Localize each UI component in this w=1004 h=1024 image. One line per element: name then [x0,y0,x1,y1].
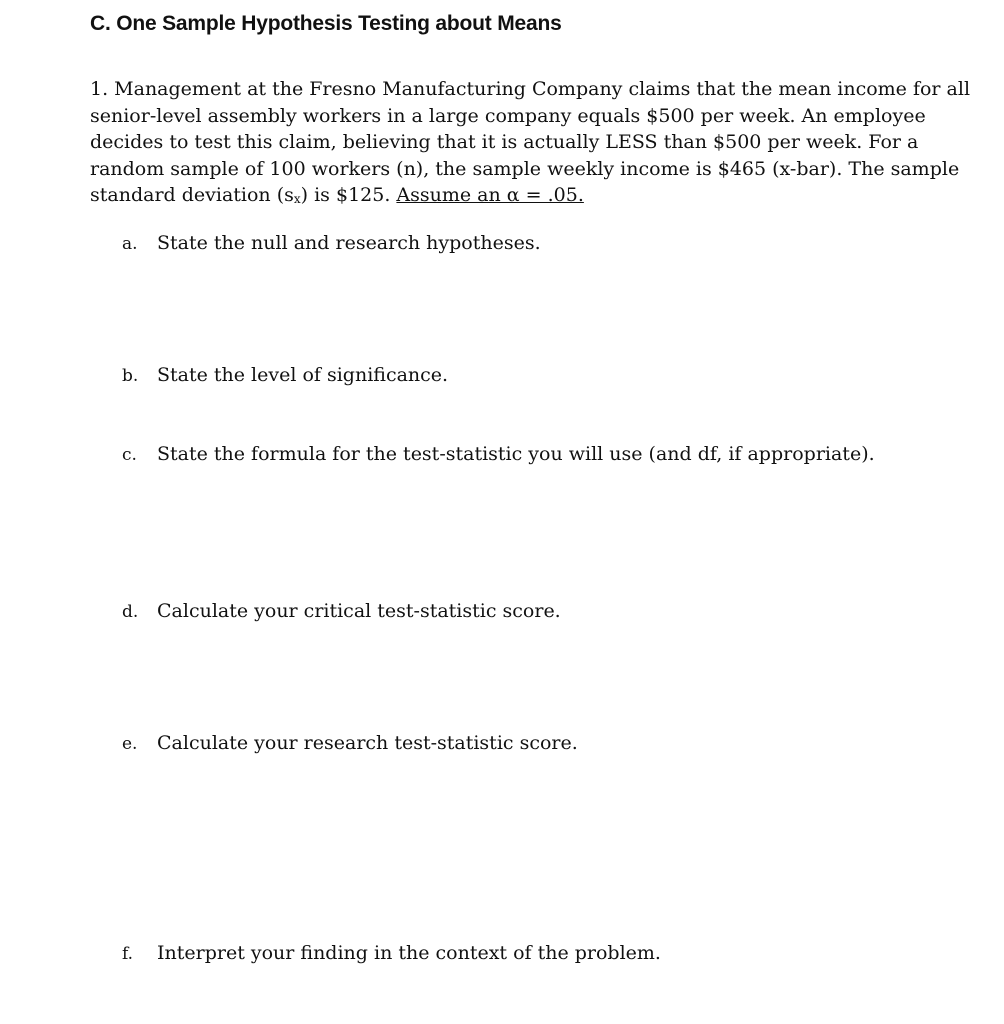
item-letter: f. [122,944,134,964]
question-item-d [122,600,561,622]
subscript-x: x [293,192,301,206]
problem-statement [90,76,970,213]
problem-line-5-middle: ) is $125. [300,184,397,206]
question-item-b [122,364,448,386]
problem-line-5-start: standard deviation (s [90,184,294,206]
question-item-a [122,232,541,254]
problem-line-3: decides to test this claim, believing that it is actually LESS than $500 per week. For a [90,131,919,153]
problem-line-1: 1. Management at the Fresno Manufacturing Company claims that the mean income for all [90,78,971,100]
item-text: State the level of significance. [157,364,449,386]
item-letter: b. [122,366,139,386]
problem-line-2: senior-level assembly workers in a large company equals $500 per week. An employee [90,104,926,127]
alpha-assumption: Assume an α = .05. [396,184,584,206]
question-item-c [122,443,875,465]
item-letter: e. [122,734,138,754]
item-letter: d. [122,602,139,622]
item-letter: c. [122,445,137,465]
question-item-f [122,942,661,964]
item-letter: a. [122,234,138,254]
item-text: State the formula for the test-statistic you will use (and df, if appropriate). [157,443,875,465]
item-text: Calculate your critical test-statistic score. [157,600,561,622]
item-text: Calculate your research test-statistic score. [157,732,578,754]
section-title: C. One Sample Hypothesis Testing about Means [90,12,562,35]
problem-line-4: random sample of 100 workers (n), the sample weekly income is $465 (x-bar). The sample [90,157,960,180]
problem-line-5 [90,182,970,213]
question-item-e [122,732,578,754]
item-text: State the null and research hypotheses. [157,232,541,254]
item-text: Interpret your finding in the context of the problem. [157,942,661,964]
